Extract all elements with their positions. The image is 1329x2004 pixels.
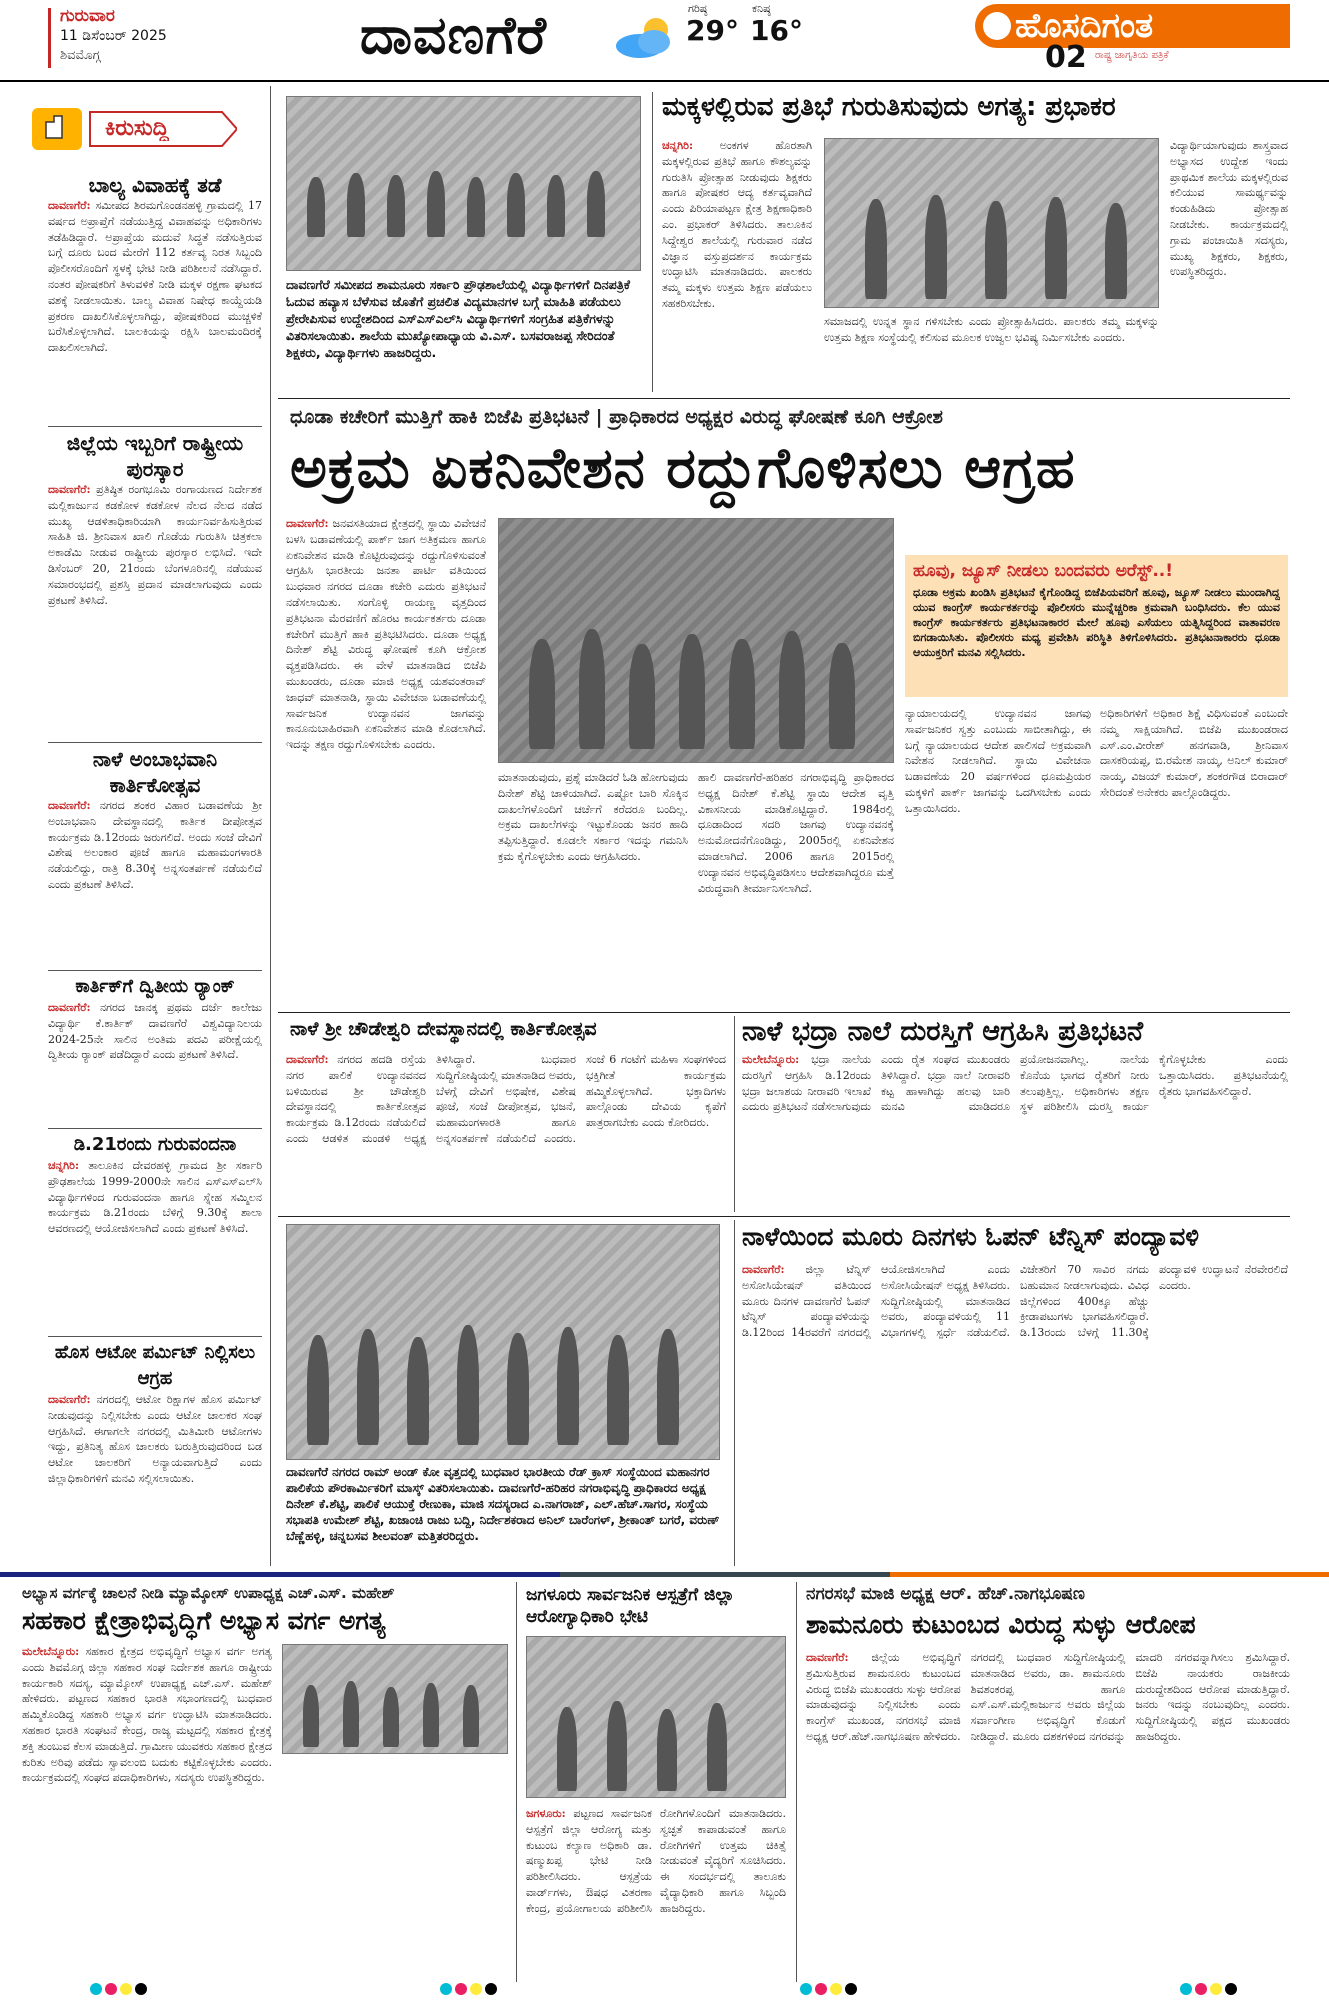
nagarasabha-headline: ಶಾಮನೂರು ಕುಟುಂಬದ ವಿರುದ್ಧ ಸುಳ್ಳು ಆರೋಪ [806,1610,1196,1639]
column-rule [796,1582,797,1982]
kodeshwari-text: ನಗರದ ಹದಡಿ ರಸ್ತೆಯ ನಗರ ಪಾಲಿಕೆ ಉದ್ಯಾನವನದ ಬಳಿಯಿರುವ ಶ್ರೀ ಚೌಡೇಶ್ವರಿ ದೇವಸ್ಥಾನದಲ್ಲಿ ಕಾರ್ತಿಕೋತ್ಸವ ಕಾರ್ಯಕ್ರಮ ಡಿ.12ರಂದು ನಡೆಯಲಿದೆ ಎಂದು ಆಡಳಿತ ಮಂಡಳಿ ಅಧ್ಯಕ್ಷ ತಿಳಿಸಿದ್ದಾರೆ. ಬುಧವಾರ ಸುದ್ದಿಗೋಷ್ಠಿಯಲ್ಲಿ ಮಾತನಾಡಿದ ಅವರು, ಬೆಳಗ್ಗೆ ದೇವಿಗೆ ಅಭಿಷೇಕ, ವಿಶೇಷ ಪೂಜೆ, ಸಂಜೆ ದೀಪೋತ್ಸವ, ಭಜನೆ, ಮಹಾಮಂಗಳಾರತಿ ಹಾಗೂ ಅನ್ನಸಂತರ್ಪಣೆ ನಡೆಯಲಿದೆ ಎಂದರು. ಸಂಜೆ 6 ಗಂಟೆಗೆ ಮಹಿಳಾ ಸಂಘಗಳಿಂದ ಭಕ್ತಿಗೀತೆ ಕಾರ್ಯಕ್ರಮ ಹಮ್ಮಿಕೊಳ್ಳಲಾಗಿದೆ. ಭಕ್ತಾದಿಗಳು ಪಾಲ್ಗೊಂಡು ದೇವಿಯ ಕೃಪೆಗೆ ಪಾತ್ರರಾಗಬೇಕು ಎಂದು ಕೋರಿದರು. [286,1053,726,1145]
brief-text: ನಗರದ ಜಾನಕ್ಕ ಪ್ರಥಮ ದರ್ಜೆ ಕಾಲೇಜು ವಿದ್ಯಾರ್ಥಿ ಕೆ.ಕಾರ್ತಿಕ್ ದಾವಣಗೆರೆ ವಿಶ್ವವಿದ್ಯಾನಿಲಯ 2024-25ನೇ ಸಾಲಿನ ಅಂತಿಮ ಪದವಿ ಪರೀಕ್ಷೆಯಲ್ಲಿ ದ್ವಿತೀಯ ರ್‍ಯಾಂಕ್ ಪಡೆದಿದ್ದಾರೆ ಎಂದು ಪ್ರಕಟಣೆ ತಿಳಿಸಿದೆ. [48,1001,262,1062]
kodeshwari-headline: ನಾಳೆ ಶ್ರೀ ಚೌಡೇಶ್ವರಿ ದೇವಸ್ಥಾನದಲ್ಲಿ ಕಾರ್ತಿಕೋತ್ಸವ [290,1018,597,1040]
dateline: ದಾವಣಗೆರೆ: [48,199,91,212]
masthead-rule [48,8,51,68]
column-rule [734,1016,735,1212]
red-cross-caption: ದಾವಣಗೆರೆ ನಗರದ ರಾಮ್ ಅಂಡ್ ಕೋ ವೃತ್ತದಲ್ಲಿ ಬುಧವಾರ ಭಾರತೀಯ ರೆಡ್ ಕ್ರಾಸ್ ಸಂಸ್ಥೆಯಿಂದ ಮಹಾನಗರ ಪಾಲಿಕೆಯ ಪೌರಕಾರ್ಮಿಕರಿಗೆ ಮಾಸ್ಕ್ ವಿತರಿಸಲಾಯಿತು. ದಾವಣಗೆರೆ-ಹರಿಹರ ನಗರಾಭಿವೃದ್ಧಿ ಪ್ರಾಧಿಕಾರದ ಅಧ್ಯಕ್ಷ ದಿನೇಶ್ ಕೆ.ಶೆಟ್ಟಿ, ಪಾಲಿಕೆ ಆಯುಕ್ತೆ ರೇಣುಕಾ, ಮಾಜಿ ಸದಸ್ಯರಾದ ಎ.ನಾಗರಾಜ್, ಎಲ್.ಹೆಚ್.ಸಾಗರ, ಸಂಸ್ಥೆಯ ಸಭಾಪತಿ ಉಮೇಶ್ ಶೆಟ್ಟಿ, ಖಜಾಂಚಿ ರಾಜು ಬದ್ದಿ, ನಿರ್ದೇಶಕರಾದ ಅನಿಲ್ ಬಾರೆಂಗಳ್, ಶ್ರೀಕಾಂತ್ ಬಗರೆ, ವರುಣ್ ಬೆಣ್ಣೆಹಳ್ಳಿ, ಚನ್ನಬಸವ ಶೀಲವಂತ್ ಮತ್ತಿತರರಿದ್ದರು. [286,1465,720,1543]
brand-banner [975,4,1290,48]
kodeshwari-body [286,1052,726,1212]
brief-text: ನಗರದಲ್ಲಿ ಆಟೋ ರಿಕ್ಷಾಗಳ ಹೊಸ ಪರ್ಮಿಟ್ ನೀಡುವುದನ್ನು ನಿಲ್ಲಿಸಬೇಕು ಎಂದು ಆಟೋ ಚಾಲಕರ ಸಂಘ ಆಗ್ರಹಿಸಿದೆ. ಈಗಾಗಲೇ ನಗರದಲ್ಲಿ ಮಿತಿಮೀರಿ ಆಟೋಗಳು ಇದ್ದು, ಪ್ರತಿನಿತ್ಯ ಹೊಸ ಚಾಲಕರು ಬರುತ್ತಿರುವುದರಿಂದ ಬಡ ಆಟೋ ಚಾಲಕರಿಗೆ ಅನ್ಯಾಯವಾಗುತ್ತಿದೆ ಎಂದು ಜಿಲ್ಲಾಧಿಕಾರಿಗಳಿಗೆ ಮನವಿ ಸಲ್ಲಿಸಲಾಯಿತು. [48,1393,262,1485]
arrest-sidebar [905,555,1288,697]
cooperative-kicker: ಅಭ್ಯಾಸ ವರ್ಗಕ್ಕೆ ಚಾಲನೆ ನೀಡಿ ಮ್ಯಾಮ್ಕೋಸ್ ಉಪಾಧ್ಯಕ್ಷ ಎಚ್.ಎಸ್. ಮಹೇಶ್ [22,1584,395,1602]
page-number: 02 [1045,40,1087,75]
brief-body [48,798,262,893]
brief-text: ತಾಲೂಕಿನ ದೇವರಹಳ್ಳಿ ಗ್ರಾಮದ ಶ್ರೀ ಸರ್ಕಾರಿ ಪ್ರೌಢಶಾಲೆಯ 1999-2000ನೇ ಸಾಲಿನ ಎಸ್ಎಸ್ಎಲ್‌ಸಿ ವಿದ್ಯಾರ್ಥಿಗಳಿಂದ ಗುರುವಂದನಾ ಹಾಗೂ ಸ್ನೇಹ ಸಮ್ಮಿಲನ ಕಾರ್ಯಕ್ರಮ ಡಿ.21ರಂದು ಬೆಳಿಗ್ಗೆ 9.30ಕ್ಕೆ ಶಾಲಾ ಆವರಣದಲ್ಲಿ ಆಯೋಜಿಸಲಾಗಿದೆ ಎಂದು ಪ್ರಕಟಣೆ ತಿಳಿಸಿದೆ. [48,1159,262,1236]
hospital-visit-photo [526,1636,786,1798]
school-students-photo [286,96,641,271]
print-registration-marks [90,1983,147,1995]
dateline: ದಾವಣಗೆರೆ: [48,483,91,496]
dateline: ದಾವಣಗೆರೆ: [48,799,91,812]
tennis-text: ಜಿಲ್ಲಾ ಟೆನ್ನಿಸ್ ಅಸೋಸಿಯೇಷನ್ ವತಿಯಿಂದ ಮೂರು ದಿನಗಳ ದಾವಣಗೆರೆ ಓಪನ್ ಟೆನ್ನಿಸ್ ಪಂದ್ಯಾವಳಿಯನ್ನು ಡಿ.12ರಿಂದ 14ರವರೆಗೆ ನಗರದಲ್ಲಿ ಆಯೋಜಿಸಲಾಗಿದೆ ಎಂದು ಅಸೋಸಿಯೇಷನ್ ಅಧ್ಯಕ್ಷ ತಿಳಿಸಿದರು. ಸುದ್ದಿಗೋಷ್ಠಿಯಲ್ಲಿ ಮಾತನಾಡಿದ ಅವರು, ಪಂದ್ಯಾವಳಿಯಲ್ಲಿ 11 ವಿಭಾಗಗಳಲ್ಲಿ ಸ್ಪರ್ಧೆ ನಡೆಯಲಿದೆ. ವಿಜೇತರಿಗೆ 70 ಸಾವಿರ ನಗದು ಬಹುಮಾನ ನೀಡಲಾಗುವುದು. ವಿವಿಧ ಜಿಲ್ಲೆಗಳಿಂದ 400ಕ್ಕೂ ಹೆಚ್ಚು ಕ್ರೀಡಾಪಟುಗಳು ಭಾಗವಹಿಸಲಿದ್ದಾರೆ. ಡಿ.13ರಂದು ಬೆಳಗ್ಗೆ 11.30ಕ್ಕೆ ಪಂದ್ಯಾವಳಿ ಉದ್ಘಾಟನೆ ನೆರವೇರಲಿದೆ ಎಂದರು. [742,1263,1288,1340]
dateline: ದಾವಣಗೆರೆ: [806,1651,849,1664]
brief-title: ಕಾರ್ತಿಕ್‌ಗೆ ದ್ವಿತೀಯ ರ್‍ಯಾಂಕ್ [75,976,235,997]
talent-story-body-left [662,138,812,390]
brief-body [48,1392,262,1487]
issue-day: ಗುರುವಾರ [60,6,115,26]
brief-ambabhavani [48,746,262,966]
tennis-headline: ನಾಳೆಯಿಂದ ಮೂರು ದಿನಗಳು ಓಪನ್ ಟೆನ್ನಿಸ್ ಪಂದ್ಯಾವಳಿ [742,1222,1199,1251]
talent-story-body-right: ವಿದ್ಯಾರ್ಥಿಯಾಗುವುದು ಶಾಸ್ತ್ರವಾದ ಅಭ್ಯಾಸದ ಉದ್ದೇಶ ಇಂದು ಪ್ರಾಥಮಿಕ ಶಾಲೆಯ ಮಕ್ಕಳಲ್ಲಿರುವ ಕಲಿಯುವ ಸಾಮರ್ಥ್ಯವನ್ನು ಕಂಡುಹಿಡಿದು ಪ್ರೋತ್ಸಾಹ ನೀಡಬೇಕು. ಕಾರ್ಯಕ್ರಮದಲ್ಲಿ ಗ್ರಾಮ ಪಂಚಾಯಿತಿ ಸದಸ್ಯರು, ಮುಖ್ಯ ಶಿಕ್ಷಕರು, ಶಿಕ್ಷಕರು, ಉಪಸ್ಥಿತರಿದ್ದರು. [1170,139,1288,279]
brief-body [48,198,262,356]
hospital-headline: ಜಗಳೂರು ಸಾರ್ವಜನಿಕ ಆಸ್ಪತ್ರೆಗೆ ಜಿಲ್ಲಾ ಆರೋಗ್ಯಾಧಿಕಾರಿ ಭೇಟಿ [526,1585,735,1627]
column-rule [652,92,653,392]
brand-tagline: ರಾಷ್ಟ್ರ ಜಾಗೃತಿಯ ಪತ್ರಿಕೆ [1095,50,1169,61]
brief-title: ಬಾಲ್ಯ ವಿವಾಹಕ್ಕೆ ತಡೆ [88,173,222,197]
dateline: ದಾವಣಗೆರೆ: [286,517,329,530]
min-temp-value: 16° [750,14,803,47]
brief-body [48,482,262,608]
cooperative-headline: ಸಹಕಾರ ಕ್ಷೇತ್ರಾಭಿವೃದ್ಧಿಗೆ ಅಭ್ಯಾಸ ವರ್ಗ ಅಗತ್ಯ [22,1606,386,1635]
newspaper-brand [975,0,1290,76]
hospital-body [526,1806,786,1976]
red-cross-photo [286,1224,720,1460]
brief-child-marriage [48,172,262,422]
sidebar-title: ಹೂವು, ಜ್ಯೂಸ್ ನೀಡಲು ಬಂದವರು ಅರೆಸ್ಟ್..! [913,561,1174,581]
color-bar-dark [0,1572,560,1577]
talent-story-body-mid: ಸಮಾಜದಲ್ಲಿ ಉನ್ನತ ಸ್ಥಾನ ಗಳಿಸಬೇಕು ಎಂದು ಪ್ರೋತ್ಸಾಹಿಸಿದರು. ಪಾಲಕರು ತಮ್ಮ ಮಕ್ಕಳನ್ನು ಉತ್ತಮ ಶಿಕ್ಷಣ ಸಂಸ್ಥೆಯಲ್ಲಿ ಕಲಿಸುವ ಮೂಲಕ ಉಜ್ವಲ ಭವಿಷ್ಯ ನಿರ್ಮಿಸಬೇಕು ಎಂದರು. [824,315,1159,344]
main-story-headline: ಅಕ್ರಮ ಏಕನಿವೇಶನ ರದ್ದುಗೊಳಿಸಲು ಆಗ್ರಹ [290,436,1076,501]
city-title: ದಾವಣಗೆರೆ [360,6,548,66]
main-story-kicker: ಧೂಡಾ ಕಚೇರಿಗೆ ಮುತ್ತಿಗೆ ಹಾಕಿ ಬಿಜೆಪಿ ಪ್ರತಿಭಟನೆ | ಪ್ರಾಧಿಕಾರದ ಅಧ್ಯಕ್ಷರ ವಿರುದ್ಧ ಘೋಷಣೆ ಕೂಗಿ ಆಕ್ರೋಶ [290,406,943,428]
brief-body [48,1158,262,1237]
edition-name: ಶಿವಮೊಗ್ಗ [60,48,101,63]
brief-divider [48,970,262,971]
main-story-col1 [286,516,486,1006]
section-divider [278,1216,1290,1217]
brief-divider [48,742,262,743]
dateline: ದಾವಣಗೆರೆ: [742,1263,785,1276]
brief-title: ಡಿ.21ರಂದು ಗುರುವಂದನಾ [73,1134,237,1155]
brief-text: ಪ್ರತಿಷ್ಠಿತ ರಂಗಭೂಮಿ ರಂಗಾಯಣದ ನಿರ್ದೇಶಕ ಮಲ್ಲಿಕಾರ್ಜುನ ಕಡಕೋಳ ಕಡಕೋಳ ನೆಲದ ನೆಲದ ನಡೆದ ಮುಖ್ಯ ಆಡಳಿತಾಧಿಕಾರಿಯಾಗಿ ಕಾರ್ಯನಿರ್ವಹಿಸುತ್ತಿರುವ ಸಾಹಿತಿ ಜಿ. ಶ್ರೀನಿವಾಸ ಖಾಲಿ ಗೊಡೆಯ ಗುರುತಿಸಿ ಚಿತ್ರಕಲಾ ಅಕಾಡೆಮಿ ನೀಡುವ ರಾಷ್ಟ್ರೀಯ ಪುರಸ್ಕಾರ ಲಭಿಸಿದೆ. ಇದೇ ಡಿಸೆಂಬರ್ 20, 21ರಂದು ಬೆಂಗಳೂರಿನಲ್ಲಿ ನಡೆಯುವ ಸಮಾರಂಭದಲ್ಲಿ ಪ್ರಶಸ್ತಿ ಪ್ರದಾನ ಮಾಡಲಾಗುವುದು ಎಂದು ಪ್ರಕಟಣೆ ತಿಳಿಸಿದೆ. [48,483,262,607]
nagarasabha-kicker: ನಗರಸಭೆ ಮಾಜಿ ಅಧ್ಯಕ್ಷ ಆರ್. ಹೆಚ್.ನಾಗಭೂಷಣ [806,1584,1085,1604]
cooperative-text: ಸಹಕಾರ ಕ್ಷೇತ್ರದ ಅಭಿವೃದ್ಧಿಗೆ ಅಭ್ಯಾಸ ವರ್ಗ ಅಗತ್ಯ ಎಂದು ಶಿವಮೊಗ್ಗ ಜಿಲ್ಲಾ ಸಹಕಾರ ಸಂಘ ನಿರ್ದೇಶಕ ಹಾಗೂ ರಾಷ್ಟ್ರೀಯ ಕಾರ್ಯಕಾರಿ ಸದಸ್ಯ, ಮ್ಯಾಮ್ಕೋಸ್ ಉಪಾಧ್ಯಕ್ಷ ಎಚ್.ಎಸ್. ಮಹೇಶ್ ಹೇಳಿದರು. ಪಟ್ಟಣದ ಸಹಕಾರ ಭಾರತಿ ಸಭಾಂಗಣದಲ್ಲಿ ಬುಧವಾರ ಹಮ್ಮಿಕೊಂಡಿದ್ದ ಸಹಕಾರಿ ಅಭ್ಯಾಸ ವರ್ಗ ಉದ್ಘಾಟಿಸಿ ಮಾತನಾಡಿದರು. ಸಹಕಾರ ಭಾರತಿ ಸಂಘಟನೆ ಕೇಂದ್ರ, ರಾಜ್ಯ ಮಟ್ಟದಲ್ಲಿ ಸಹಕಾರ ಕ್ಷೇತ್ರಕ್ಕೆ ಶಕ್ತಿ ತುಂಬುವ ಕೆಲಸ ಮಾಡುತ್ತಿದೆ. ಗ್ರಾಮೀಣ ಯುವಕರು ಸಹಕಾರ ಕ್ಷೇತ್ರದ ಕುರಿತು ಅರಿವು ಪಡೆದು ಸ್ವಾವಲಂಬಿ ಬದುಕು ಕಟ್ಟಿಕೊಳ್ಳಬೇಕು ಎಂದರು. ಕಾರ್ಯಕ್ರಮದಲ್ಲಿ ಸಂಘದ ಪದಾಧಿಕಾರಿಗಳು, ಸದಸ್ಯರು ಉಪಸ್ಥಿತರಿದ್ದರು. [22,1645,272,1785]
bhadra-headline: ನಾಳೆ ಭದ್ರಾ ನಾಲೆ ದುರಸ್ತಿಗೆ ಆಗ್ರಹಿಸಿ ಪ್ರತಿಭಟನೆ [742,1016,1144,1047]
min-temp [750,2,803,47]
dateline: ದಾವಣಗೆರೆ: [48,1001,91,1014]
max-temp-label: ಗರಿಷ್ಠ [688,2,708,15]
column-rule [516,1582,517,1982]
dateline: ದಾವಣಗೆರೆ: [286,1053,329,1066]
dateline: ಮಲೇಬೆನ್ನೂರು: [22,1645,80,1658]
nagarasabha-body [806,1650,1290,1976]
column-rule [734,1220,735,1566]
masthead [0,0,1329,82]
section-divider [278,1012,1290,1013]
brief-text: ನಗರದ ಶಂಕರ ವಿಹಾರ ಬಡಾವಣೆಯ ಶ್ರೀ ಅಂಬಾಭವಾನಿ ದೇವಸ್ಥಾನದಲ್ಲಿ ಕಾರ್ತಿಕ ದೀಪೋತ್ಸವ ಕಾರ್ಯಕ್ರಮ ಡಿ.12ರಂದು ಜರುಗಲಿದೆ. ಅಂದು ಸಂಜೆ ದೇವಿಗೆ ವಿಶೇಷ ಅಲಂಕಾರ ಪೂಜೆ ಹಾಗೂ ಮಹಾಮಂಗಳಾರತಿ ನಡೆಯಲಿದ್ದು, ರಾತ್ರಿ 8.30ಕ್ಕೆ ಅನ್ನಸಂತರ್ಪಣೆ ನಡೆಯಲಿದೆ ಎಂದು ಪ್ರಕಟಣೆ ತಿಳಿಸಿದೆ. [48,799,262,891]
main-story-col3: ಹಾಲಿ ದಾವಣಗೆರೆ-ಹರಿಹರ ನಗರಾಭಿವೃದ್ಧಿ ಪ್ರಾಧಿಕಾರದ ಅಧ್ಯಕ್ಷ ದಿನೇಶ್ ಕೆ.ಶೆಟ್ಟಿ ಸ್ಥಾಯಿ ಆದೇಶ ವೃತ್ತಿ ವಿಕಾಸನೀಯ ಮಾಡಿಕೊಟ್ಟಿದ್ದಾರೆ. 1984ರಲ್ಲಿ ಧೂಡಾದಿಂದ ಸದರಿ ಜಾಗವು ಉದ್ಯಾನವನಕ್ಕೆ ಅನುಮೋದನೆಗೊಂಡಿದ್ದು, 2005ರಲ್ಲಿ ಏಕನಿವೇಶನ ಮಾಡಲಾಗಿದೆ. 2006 ಹಾಗೂ 2015ರಲ್ಲಿ ಉದ್ಯಾನವನ ಅಭಿವೃದ್ಧಿಪಡಿಸಲು ಆದೇಶವಾಗಿದ್ದರೂ ಮತ್ತೆ ವಿರುದ್ಧವಾಗಿ ತೀರ್ಮಾನಿಸಲಾಗಿದೆ. [698,771,894,895]
brief-karthik-rank [48,974,262,1124]
min-temp-label: ಕನಿಷ್ಠ [752,2,771,15]
brief-title: ನಾಳೆ ಅಂಬಾಭವಾನಿ ಕಾರ್ತಿಕೋತ್ಸವ [92,747,218,797]
school-photo-caption: ದಾವಣಗೆರೆ ಸಮೀಪದ ಶಾಮನೂರು ಸರ್ಕಾರಿ ಪ್ರೌಢಶಾಲೆಯಲ್ಲಿ ವಿದ್ಯಾರ್ಥಿಗಳಿಗೆ ದಿನಪತ್ರಿಕೆ ಓದುವ ಹವ್ಯಾಸ ಬೆಳೆಸುವ ಜೊತೆಗೆ ಪ್ರಚಲಿತ ವಿದ್ಯಮಾನಗಳ ಬಗ್ಗೆ ಮಾಹಿತಿ ಪಡೆಯಲು ಪ್ರೇರೇಪಿಸುವ ಉದ್ದೇಶದಿಂದ ಎಸ್ಎಸ್ಎಲ್‌ಸಿ ವಿದ್ಯಾರ್ಥಿಗಳಿಗೆ ಸಂಗ್ರಹಿತ ಪತ್ರಿಕೆಗಳನ್ನು ವಿತರಿಸಲಾಯಿತು. ಶಾಲೆಯ ಮುಖ್ಯೋಪಾಧ್ಯಾಯ ವಿ.ಎಸ್. ಬಸವರಾಜಪ್ಪ ಸೇರಿದಂತೆ ಶಿಕ್ಷಕರು, ವಿದ್ಯಾರ್ಥಿಗಳು ಹಾಜರಿದ್ದರು. [286,277,630,360]
sidebar-body: ಧೂಡಾ ಅಕ್ರಮ ಖಂಡಿಸಿ ಪ್ರತಿಭಟನೆ ಕೈಗೊಂಡಿದ್ದ ಬಿಜೆಪಿಯವರಿಗೆ ಹೂವು, ಜ್ಯೂಸ್ ನೀಡಲು ಮುಂದಾಗಿದ್ದ ಯುವ ಕಾಂಗ್ರೆಸ್ ಕಾರ್ಯಕರ್ತರನ್ನು ಪೊಲೀಸರು ಮುನ್ನೆಚ್ಚರಿಕಾ ಕ್ರಮವಾಗಿ ಬಂಧಿಸಿದರು. ಕೆಲ ಯುವ ಕಾಂಗ್ರೆಸ್ ಕಾರ್ಯಕರ್ತರು ಪ್ರತಿಭಟನಾಕಾರರ ಮೇಲೆ ಹೂವು ಎಸೆಯಲು ಯತ್ನಿಸಿದ್ದರಿಂದ ವಾತಾವರಣ ಬಿಗಡಾಯಿಸಿತು. ಪೊಲೀಸರು ಮಧ್ಯ ಪ್ರವೇಶಿಸಿ ಪರಿಸ್ಥಿತಿ ತಿಳಿಗೊಳಿಸಿದರು. ಪ್ರತಿಭಟನಾಕಾರರು ಧೂಡಾ ಆಯುಕ್ತರಿಗೆ ಮನವಿ ಸಲ್ಲಿಸಿದರು. [913,586,1280,659]
talent-event-photo [824,138,1159,308]
dateline: ಚನ್ನಗಿರಿ: [662,139,693,152]
weather-cloud-sun-icon [610,12,682,62]
brand-logo-icon [983,12,1011,40]
bhadra-text: ಭದ್ರಾ ನಾಲೆಯ ದುರಸ್ತಿಗೆ ಆಗ್ರಹಿಸಿ ಡಿ.12ರಂದು ಭದ್ರಾ ಜಲಾಶಯ ನೀರಾವರಿ ಇಲಾಖೆ ಎದುರು ಪ್ರತಿಭಟನೆ ನಡೆಸಲಾಗುವುದು ಎಂದು ರೈತ ಸಂಘದ ಮುಖಂಡರು ತಿಳಿಸಿದ್ದಾರೆ. ಭದ್ರಾ ನಾಲೆ ನೀರಾವರಿ ಕಟ್ಟ ಹಾಳಾಗಿದ್ದು ಹಲವು ಬಾರಿ ಮನವಿ ಮಾಡಿದರೂ ಪ್ರಯೋಜನವಾಗಿಲ್ಲ. ನಾಲೆಯ ಕೊನೆಯ ಭಾಗದ ರೈತರಿಗೆ ನೀರು ತಲುಪುತ್ತಿಲ್ಲ. ಅಧಿಕಾರಿಗಳು ತಕ್ಷಣ ಸ್ಥಳ ಪರಿಶೀಲಿಸಿ ದುರಸ್ತಿ ಕಾರ್ಯ ಕೈಗೊಳ್ಳಬೇಕು ಎಂದು ಒತ್ತಾಯಿಸಿದರು. ಪ್ರತಿಭಟನೆಯಲ್ಲಿ ರೈತರು ಭಾಗವಹಿಸಲಿದ್ದಾರೆ. [742,1053,1288,1114]
max-temp [686,2,739,47]
main-text-col1: ಜನವಸತಿಯಾದ ಕ್ಷೇತ್ರದಲ್ಲಿ ಸ್ಥಾಯಿ ವಿವೇಚನೆ ಬಳಸಿ ಬಡಾವಣೆಯಲ್ಲಿ ಪಾರ್ಕ್ ಜಾಗ ಅತಿಕ್ರಮಣ ಹಾಗೂ ಏಕನಿವೇಶನ ಮಾಡಿ ಕೊಟ್ಟಿರುವುದನ್ನು ರದ್ದುಗೊಳಿಸುವಂತೆ ಆಗ್ರಹಿಸಿ ಭಾರತೀಯ ಜನತಾ ಪಾರ್ಟಿ ವತಿಯಿಂದ ಬುಧವಾರ ನಗರದ ದೂಡಾ ಕಚೇರಿ ಎದುರು ಪ್ರತಿಭಟನೆ ನಡೆಸಲಾಯಿತು. ಸಂಗೊಳ್ಳಿ ರಾಯಣ್ಣ ವೃತ್ತದಿಂದ ಪ್ರತಿಭಟನಾ ಮೆರವಣಿಗೆ ಹೊರಟ ಕಾರ್ಯಕರ್ತರು ದೂಡಾ ಕಚೇರಿಗೆ ಮುತ್ತಿಗೆ ಹಾಕಿ ಪ್ರತಿಭಟಿಸಿದರು. ದೂಡಾ ಅಧ್ಯಕ್ಷ ದಿನೇಶ್ ಶೆಟ್ಟಿ ವಿರುದ್ಧ ಘೋಷಣೆ ಕೂಗಿ ಆಕ್ರೋಶ ವ್ಯಕ್ತಪಡಿಸಿದರು. ಈ ವೇಳೆ ಮಾತನಾಡಿದ ಬಿಜೆಪಿ ಮುಖಂಡರು, ದೂಡಾ ಮಾಜಿ ಅಧ್ಯಕ್ಷ ಯಶವಂತರಾವ್ ಜಾಧವ್ ಮಾತನಾಡಿ, ಸ್ಥಾಯಿ ವಿವೇಚನಾ ಬಡಾವಣೆಯಲ್ಲಿ ಸಾರ್ವಜನಿಕ ಉದ್ಯಾನವನ ಜಾಗವನ್ನು ಕಾನೂನುಬಾಹಿರವಾಗಿ ಏಕನಿವೇಶನ ಮಾಡಿ ಕೊಡಲಾಗಿದೆ. ಇದನ್ನು ತಕ್ಷಣ ರದ್ದುಗೊಳಿಸಬೇಕು ಎಂದರು. [286,517,486,752]
brief-guruvandana [48,1132,262,1332]
color-bar-mid [560,1572,890,1577]
cooperative-body-intro [22,1644,272,1974]
bhadra-body [742,1052,1288,1212]
cooperative-event-photo [282,1644,508,1754]
brief-national-award [48,430,262,738]
column-rule [270,86,271,1566]
print-registration-marks [1180,1983,1237,1995]
cooperative-continued [282,1762,508,1974]
talent-text-left: ಅಂಕಗಳ ಹೊರತಾಗಿ ಮಕ್ಕಳಲ್ಲಿರುವ ಪ್ರತಿಭೆ ಹಾಗೂ ಕೌಶಲ್ಯವನ್ನು ಗುರುತಿಸಿ ಪ್ರೋತ್ಸಾಹ ನೀಡುವುದು ಶಿಕ್ಷಕರು ಹಾಗೂ ಪೋಷಕರ ಆದ್ಯ ಕರ್ತವ್ಯವಾಗಿದೆ ಎಂದು ಪಿರಿಯಾಪಟ್ಟಣ ಕ್ಷೇತ್ರ ಶಿಕ್ಷಣಾಧಿಕಾರಿ ಎಂ. ಪ್ರಭಾಕರ್ ತಿಳಿಸಿದರು. ತಾಲೂಕಿನ ಸಿದ್ದೇಶ್ವರ ಶಾಲೆಯಲ್ಲಿ ಗುರುವಾರ ನಡೆದ ವಿಜ್ಞಾನ ವಸ್ತುಪ್ರದರ್ಶನ ಕಾರ್ಯಕ್ರಮ ಉದ್ಘಾಟಿಸಿ ಮಾತನಾಡಿದರು. ಪಾಲಕರು ತಮ್ಮ ಮಕ್ಕಳು ಉತ್ತಮ ಶಿಕ್ಷಣ ಪಡೆಯಲು ಸಹಕರಿಸಬೇಕು. [662,139,812,310]
dateline: ಜಗಳೂರು: [526,1807,566,1820]
max-temp-value: 29° [686,14,739,47]
hospital-text: ಪಟ್ಟಣದ ಸಾರ್ವಜನಿಕ ಆಸ್ಪತ್ರೆಗೆ ಜಿಲ್ಲಾ ಆರೋಗ್ಯ ಮತ್ತು ಕುಟುಂಬ ಕಲ್ಯಾಣ ಅಧಿಕಾರಿ ಡಾ. ಷಣ್ಮುಖಪ್ಪ ಭೇಟಿ ನೀಡಿ ಪರಿಶೀಲಿಸಿದರು. ಆಸ್ಪತ್ರೆಯ ವಾರ್ಡ್‌ಗಳು, ಔಷಧ ವಿತರಣಾ ಕೇಂದ್ರ, ಪ್ರಯೋಗಾಲಯ ಪರಿಶೀಲಿಸಿ ರೋಗಿಗಳೊಂದಿಗೆ ಮಾತನಾಡಿದರು. ಸ್ವಚ್ಛತೆ ಕಾಪಾಡುವಂತೆ ಹಾಗೂ ರೋಗಿಗಳಿಗೆ ಉತ್ತಮ ಚಿಕಿತ್ಸೆ ನೀಡುವಂತೆ ವೈದ್ಯರಿಗೆ ಸೂಚಿಸಿದರು. ಈ ಸಂದರ್ಭದಲ್ಲಿ ತಾಲೂಕು ವೈದ್ಯಾಧಿಕಾರಿ ಹಾಗೂ ಸಿಬ್ಬಂದಿ ಹಾಜರಿದ್ದರು. [526,1807,786,1915]
dateline: ದಾವಣಗೆರೆ: [48,1393,91,1406]
brief-text: ಸಮೀಪದ ಶಿರಮಗೊಂಡನಹಳ್ಳಿ ಗ್ರಾಮದಲ್ಲಿ 17 ವರ್ಷದ ಅಪ್ರಾಪ್ತೆಗೆ ನಡೆಯುತ್ತಿದ್ದ ವಿವಾಹವನ್ನು ಅಧಿಕಾರಿಗಳು ತಡೆಹಿಡಿದ್ದಾರೆ. ಅಪ್ರಾಪ್ತೆಯ ಮದುವೆ ಸಿದ್ಧತೆ ನಡೆಸುತ್ತಿರುವ ಬಗ್ಗೆ ದೂರು ಬಂದ ಮೇರೆಗೆ 112 ಕರ್ತವ್ಯ ನಿರತ ಸಿಬ್ಬಂದಿ ಪೊಲೀಸರೊಂದಿಗೆ ಸ್ಥಳಕ್ಕೆ ಭೇಟಿ ನೀಡಿ ಪರಿಶೀಲನೆ ನಡೆಸಿದ್ದಾರೆ. ನಂತರ ಪೋಷಕರಿಗೆ ತಿಳುವಳಿಕೆ ನೀಡಿ ಮಕ್ಕಳ ರಕ್ಷಣಾ ಘಟಕದ ವಶಕ್ಕೆ ನೀಡಲಾಯಿತು. ಬಾಲ್ಯ ವಿವಾಹ ನಿಷೇಧ ಕಾಯ್ದೆಯಡಿ ಪ್ರಕರಣ ದಾಖಲಿಸಿಕೊಳ್ಳಲಾಗಿದ್ದು, ಪೋಷಕರಿಂದ ಮುಚ್ಚಳಿಕೆ ಬರೆಸಿಕೊಳ್ಳಲಾಗಿದೆ. ಬಾಲಕಿಯನ್ನು ರಕ್ಷಿಸಿ ಬಾಲಮಂದಿರಕ್ಕೆ ದಾಖಲಿಸಲಾಗಿದೆ. [48,199,262,355]
brief-divider [48,1128,262,1129]
issue-date: 11 ಡಿಸೆಂಬರ್ 2025 [60,28,167,44]
talent-story-headline: ಮಕ್ಕಳಲ್ಲಿರುವ ಪ್ರತಿಭೆ ಗುರುತಿಸುವುದು ಅಗತ್ಯ: ಪ್ರಭಾಕರ [662,92,1116,122]
tennis-body [742,1262,1288,1564]
dateline: ಚನ್ನಗಿರಿ: [48,1159,79,1172]
briefs-logo-text: ಕಿರುಸುದ್ದಿ [105,116,169,141]
print-registration-marks [800,1983,857,1995]
color-bar-accent [890,1572,1329,1577]
brief-body [48,1000,262,1063]
brief-auto-permit [48,1340,262,1565]
section-divider [278,398,1290,399]
main-story-col5: ಅಧಿಕಾರಿಗಳಿಗೆ ಅಧಿಕಾರ ಶಿಕ್ಷೆ ವಿಧಿಸುವಂತೆ ಎಂಬುದೇ ನಮ್ಮ ಸಾಕ್ಷಿಯಾಗಿದೆ. ಬಿಜೆಪಿ ಮುಖಂಡರಾದ ಎಸ್.ಎಂ.ವೀರೇಶ್ ಹನಗವಾಡಿ, ಶ್ರೀನಿವಾಸ ದಾಸಕರಿಯಪ್ಪ, ಬಿ.ರಮೇಶ ನಾಯ್ಕ, ಅನಿಲ್ ಕುಮಾರ್ ನಾಯ್ಕ, ವಿಜಯ್ ಕುಮಾರ್, ಶಂಕರಗೌಡ ಬಿರಾದಾರ್ ಸೇರಿದಂತೆ ಅನೇಕರು ಪಾಲ್ಗೊಂಡಿದ್ದರು. [1100,707,1288,799]
protest-photo [498,518,894,763]
brand-name: ಹೊಸದಿಗಂತ [1015,6,1154,46]
brief-divider [48,1336,262,1337]
brief-title: ಹೊಸ ಆಟೋ ಪರ್ಮಿಟ್ ನಿಲ್ಲಿಸಲು ಆಗ್ರಹ [54,1342,256,1389]
dateline: ಮಲೇಬೆನ್ನೂರು: [742,1053,800,1066]
main-story-col4: ನ್ಯಾಯಾಲಯದಲ್ಲಿ ಉದ್ಯಾನವನ ಜಾಗವು ಸಾರ್ವಜನಿಕರ ಸ್ವತ್ತು ಎಂಬುದು ಸಾಬೀತಾಗಿದ್ದು, ಈ ಬಗ್ಗೆ ನ್ಯಾಯಾಲಯದ ಆದೇಶ ಪಾಲಿಸದೆ ಅಕ್ರಮವಾಗಿ ನಿವೇಶನ ನೀಡಲಾಗಿದೆ. ಸ್ಥಾಯಿ ವಿವೇಚನಾ ಬಡಾವಣೆಯ 20 ವರ್ಷಗಳಿಂದ ಧೂಮಪ್ರಿಯರ ಮಕ್ಕಳಿಗೆ ಪಾರ್ಕ್ ಜಾಗವನ್ನು ಒದಗಿಸಬೇಕು ಎಂದು ಒತ್ತಾಯಿಸಿದರು. [905,707,1091,815]
brief-title: ಜಿಲ್ಲೆಯ ಇಬ್ಬರಿಗೆ ರಾಷ್ಟ್ರೀಯ ಪುರಸ್ಕಾರ [66,431,244,481]
main-story-col2: ಮಾತನಾಡುವುದು, ಪ್ರಶ್ನೆ ಮಾಡಿದರೆ ಓಡಿ ಹೋಗುವುದು ದಿನೇಶ್ ಶೆಟ್ಟಿ ಚಾಳಿಯಾಗಿದೆ. ಎಷ್ಟೋ ಬಾರಿ ಸೊಕ್ಕಿನ ದಾಖಲೆಗಳೊಂದಿಗೆ ಚರ್ಚೆಗೆ ಕರೆದರೂ ಬಂದಿಲ್ಲ. ಅಕ್ರಮ ದಾಖಲೆಗಳನ್ನು ಇಟ್ಟುಕೊಂಡು ಜನರ ಹಾದಿ ತಪ್ಪಿಸುತ್ತಿದ್ದಾರೆ. ಕೂಡಲೇ ಸರ್ಕಾರ ಇದನ್ನು ಗಮನಿಸಿ ಕ್ರಮ ಕೈಗೊಳ್ಳಬೇಕು ಎಂದು ಆಗ್ರಹಿಸಿದರು. [498,771,688,863]
brief-divider [48,426,262,427]
print-registration-marks [440,1983,497,1995]
nagarasabha-text: ಜಿಲ್ಲೆಯ ಅಭಿವೃದ್ಧಿಗೆ ಶ್ರಮಿಸುತ್ತಿರುವ ಶಾಮನೂರು ಕುಟುಂಬದ ವಿರುದ್ಧ ಬಿಜೆಪಿ ಮುಖಂಡರು ಸುಳ್ಳು ಆರೋಪ ಮಾಡುವುದನ್ನು ನಿಲ್ಲಿಸಬೇಕು ಎಂದು ಕಾಂಗ್ರೆಸ್ ಮುಖಂಡ, ನಗರಸಭೆ ಮಾಜಿ ಅಧ್ಯಕ್ಷ ಆರ್.ಹೆಚ್.ನಾಗಭೂಷಣ ಹೇಳಿದರು. ನಗರದಲ್ಲಿ ಬುಧವಾರ ಸುದ್ದಿಗೋಷ್ಠಿಯಲ್ಲಿ ಮಾತನಾಡಿದ ಅವರು, ಡಾ. ಶಾಮನೂರು ಶಿವಶಂಕರಪ್ಪ ಹಾಗೂ ಎಸ್.ಎಸ್.ಮಲ್ಲಿಕಾರ್ಜುನ ಅವರು ಜಿಲ್ಲೆಯ ಸರ್ವಾಂಗೀಣ ಅಭಿವೃದ್ಧಿಗೆ ಕೊಡುಗೆ ನೀಡಿದ್ದಾರೆ. ಮೂರು ದಶಕಗಳಿಂದ ನಗರವನ್ನು ಮಾದರಿ ನಗರವನ್ನಾಗಿಸಲು ಶ್ರಮಿಸಿದ್ದಾರೆ. ಬಿಜೆಪಿ ನಾಯಕರು ರಾಜಕೀಯ ದುರುದ್ದೇಶದಿಂದ ಆರೋಪ ಮಾಡುತ್ತಿದ್ದಾರೆ. ಜನರು ಇದನ್ನು ನಂಬುವುದಿಲ್ಲ ಎಂದರು. ಸುದ್ದಿಗೋಷ್ಠಿಯಲ್ಲಿ ಪಕ್ಷದ ಮುಖಂಡರು ಹಾಜರಿದ್ದರು. [806,1651,1290,1743]
